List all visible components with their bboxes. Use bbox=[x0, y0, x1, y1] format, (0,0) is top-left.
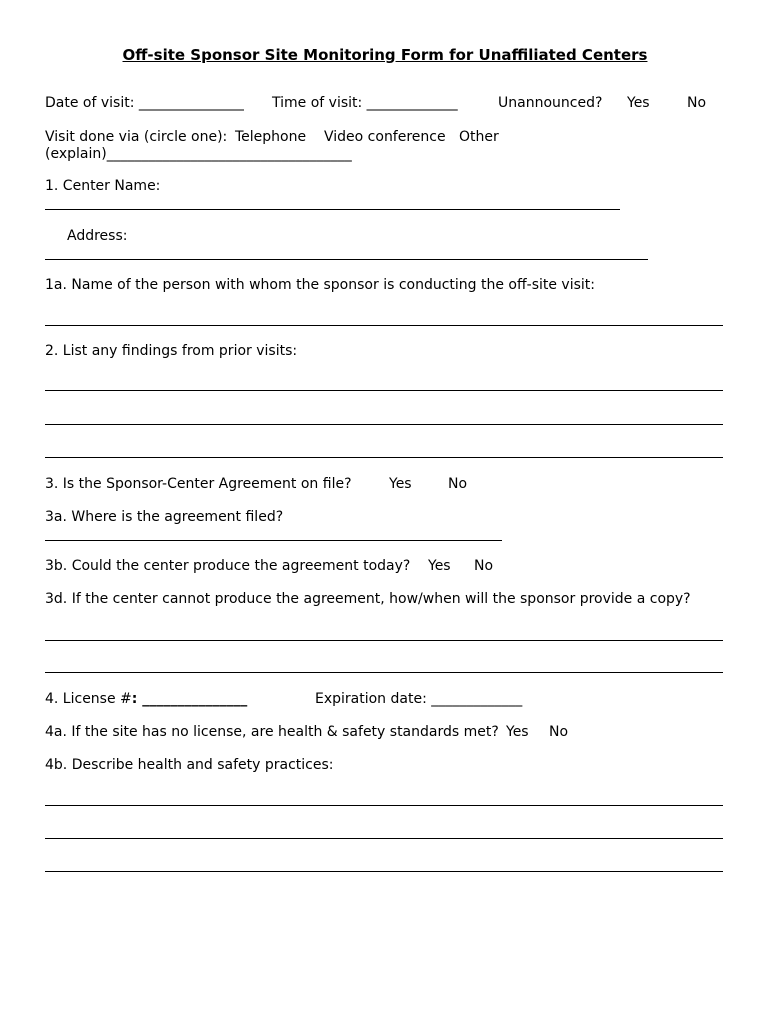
unannounced-no-option[interactable]: No bbox=[687, 95, 707, 111]
q1a-input-line[interactable] bbox=[45, 325, 723, 326]
q3-no-option[interactable]: No bbox=[448, 476, 468, 492]
q3-yes-option[interactable]: Yes bbox=[389, 476, 412, 492]
q3-label: 3. Is the Sponsor-Center Agreement on file? bbox=[45, 476, 352, 492]
license-label: 4. License # bbox=[45, 691, 132, 707]
time-of-visit-field[interactable]: Time of visit: _____________ bbox=[272, 95, 458, 111]
unannounced-label: Unannounced? bbox=[498, 95, 603, 111]
visit-via-video-option[interactable]: Video conference bbox=[324, 129, 446, 145]
q2-input-line-2[interactable] bbox=[45, 424, 723, 425]
q4a-no-option[interactable]: No bbox=[549, 724, 569, 740]
q2-input-line-1[interactable] bbox=[45, 390, 723, 391]
visit-via-other-option[interactable]: Other bbox=[459, 129, 499, 145]
q3d-input-line-2[interactable] bbox=[45, 672, 723, 673]
visit-via-explain-field[interactable]: (explain)___________________________________ bbox=[45, 146, 352, 162]
q4b-input-line-2[interactable] bbox=[45, 838, 723, 839]
license-colon: : bbox=[131, 691, 138, 707]
q1a-label: 1a. Name of the person with whom the sponsor is conducting the off-site visit: bbox=[45, 277, 595, 293]
q3a-label: 3a. Where is the agreement filed? bbox=[45, 509, 284, 525]
q4a-yes-option[interactable]: Yes bbox=[506, 724, 529, 740]
visit-via-label: Visit done via (circle one): bbox=[45, 129, 228, 145]
q3d-input-line-1[interactable] bbox=[45, 640, 723, 641]
unannounced-yes-option[interactable]: Yes bbox=[627, 95, 650, 111]
address-input-line[interactable] bbox=[45, 259, 648, 260]
license-field[interactable] bbox=[45, 691, 247, 708]
q4b-input-line-1[interactable] bbox=[45, 805, 723, 806]
q3b-label: 3b. Could the center produce the agreement today? bbox=[45, 558, 411, 574]
form-title: Off-site Sponsor Site Monitoring Form for Unaffiliated Centers bbox=[122, 46, 648, 64]
q3d-label: 3d. If the center cannot produce the agreement, how/when will the sponsor provide a copy? bbox=[45, 591, 691, 607]
q4a-label: 4a. If the site has no license, are health & safety standards met? bbox=[45, 724, 499, 740]
address-label: Address: bbox=[67, 228, 128, 244]
center-name-label: 1. Center Name: bbox=[45, 178, 161, 194]
q3a-input-line[interactable] bbox=[45, 540, 502, 541]
visit-via-telephone-option[interactable]: Telephone bbox=[235, 129, 307, 145]
expiration-date-field[interactable]: Expiration date: _____________ bbox=[315, 691, 523, 707]
license-blank: _______________ bbox=[137, 691, 248, 707]
q4b-input-line-3[interactable] bbox=[45, 871, 723, 872]
q3b-no-option[interactable]: No bbox=[474, 558, 494, 574]
q4b-label: 4b. Describe health and safety practices: bbox=[45, 757, 334, 773]
q2-label: 2. List any findings from prior visits: bbox=[45, 343, 298, 359]
date-of-visit-field[interactable]: Date of visit: _______________ bbox=[45, 95, 244, 111]
center-name-input-line[interactable] bbox=[45, 209, 620, 210]
q2-input-line-3[interactable] bbox=[45, 457, 723, 458]
q3b-yes-option[interactable]: Yes bbox=[428, 558, 451, 574]
